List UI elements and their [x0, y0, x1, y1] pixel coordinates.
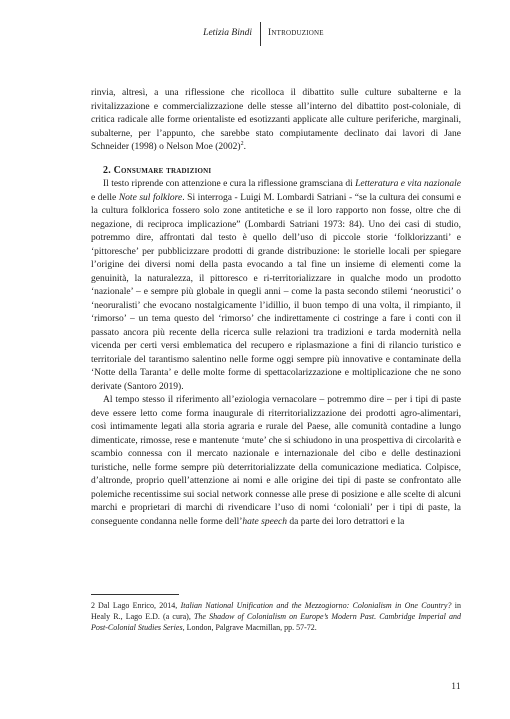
footnote-text: , London, Palgrave Macmillan, pp. 57-72.: [182, 623, 317, 632]
footnote-italic-title: The Shadow of Colonialism on Europe’s Modern Past. Cambridge Imperial and Post-Colonial Studies Series: [91, 612, 461, 632]
footnote: [91, 600, 461, 633]
italic-term: hate speech: [242, 516, 287, 527]
section-heading: 2. Consumare tradizioni: [103, 164, 212, 176]
paragraph-text: e delle: [91, 192, 119, 203]
paragraph-text: rinvia, altresì, a una riflessione che ricolloca il dibattito sulle culture subalterne e la rivitalizzazione e commercializzazione delle stesse all’interno del dibattito post-coloniale, di critica radicale alle forme orientaliste ed esotizzanti applicate alle culture periferiche, marginali, subalterne, per l’appunto, che sarebbe stato compiutamente declinato dai lavori di Jane Schneider (1998) o Nelson Moe (2002): [91, 88, 461, 152]
paragraph: [91, 178, 461, 394]
paragraph: [91, 394, 461, 529]
footnote-separator: [91, 594, 179, 595]
paragraph-text: . Si interroga - Luigi M. Lombardi Satriani - “se la cultura dei consumi e la cultura folklorica fossero solo zone antitetiche e se il loro rapporto non fosse, oltre che di negazione, di reciproca implicazione” (Lombardi Satriani 1973: 84). Uno dei casi di studio, potremmo dire, affrontati dal testo è quello dell’uso di piccole storie ‘folklorizzanti’ e ‘pittoresche’ per pubblicizzare prodotti di grande distribuzione: le storielle locali per spiegare l’origine dei diversi nomi della pasta evocando a tal fine un insieme di elementi come la genuinità, la naturalezza, il pittoresco e ri-territorializzare in qualche modo un prodotto ‘nazionale’ – e sempre più globale in quegli anni – come la pasta secondo stilemi ‘neorustici’ o ‘neoruralisti’ che evocano nostalgicamente l’idillio, il buon tempo di una volta, il rimpianto, il ‘rimorso’ – un tema questo del ‘rimorso’ che indirettamente ci costringe a fare i conti con il passato ancora più recente della ricerca sulle relazioni tra tradizioni e tarda modernità nella vicenda per certi versi emblematica del recupero e riplasmazione a fini di rilancio turistico e territoriale del tarantismo salentino nelle forme oggi sempre più innovative e contaminate della ‘Notte della Taranta’ e delle molte forme di spettacolarizzazione e moltiplicazione che ne sono derivate (Santoro 2019).: [91, 192, 461, 392]
header-section-title: Introduzione: [268, 28, 324, 38]
footnote-italic-title: Italian National Unification and the Mezzogiorno: Colonialism in One Country?: [180, 601, 452, 610]
italic-title: Note sul folklore: [118, 192, 183, 203]
header-author: Letizia Bindi: [203, 28, 252, 38]
paragraph-text: da parte dei loro detrattori e la: [286, 516, 405, 527]
footnote-reference: 2: [240, 140, 244, 147]
paragraph: [91, 87, 461, 155]
body-text: [91, 87, 461, 529]
running-header: [0, 26, 510, 42]
page-number: 11: [451, 681, 461, 691]
footnote-text: in Healy R., Lago E.D. (a cura),: [91, 601, 462, 621]
paragraph-text: .: [243, 142, 246, 152]
footnote-number: 2: [91, 601, 95, 610]
footnote-text: Dal Lago Enrico, 2014,: [98, 601, 181, 610]
paragraph-text: Al tempo stesso il riferimento all’eziologia vernacolare – potremmo dire – per i tipi di paste deve essere letto come forma inaugurale di riterritorializzazione dei prodotti agro-alimentari, così intimamente legati alla storia agraria e rurale del Paese, alle comunità contadine a lungo dimenticate, rimosse, rese e mantenute ‘mute’ che si schiudono in una prospettiva di circolarità e scambio connessa con il mercato nazionale e internazionale del cibo e delle destinazioni turistiche, nelle forme sempre più deterritorializzate della comunicazione mediatica. Colpisce, d’altronde, proprio quell’attenzione ai nomi e alle origine dei tipi di paste se confrontato alle polemiche recentissime sui social network connesse alle prese di posizione e alle scelte di alcuni marchi e proprietari di marchi di rivendicare l’uso di nomi ‘coloniali’ per i tipi di paste, la conseguente condanna nelle forme dell’: [91, 395, 461, 527]
italic-title: Letteratura e vita nazionale: [355, 179, 461, 189]
header-divider: [260, 22, 261, 46]
paragraph-text: Il testo riprende con attenzione e cura la riflessione gramsciana di: [103, 179, 356, 189]
